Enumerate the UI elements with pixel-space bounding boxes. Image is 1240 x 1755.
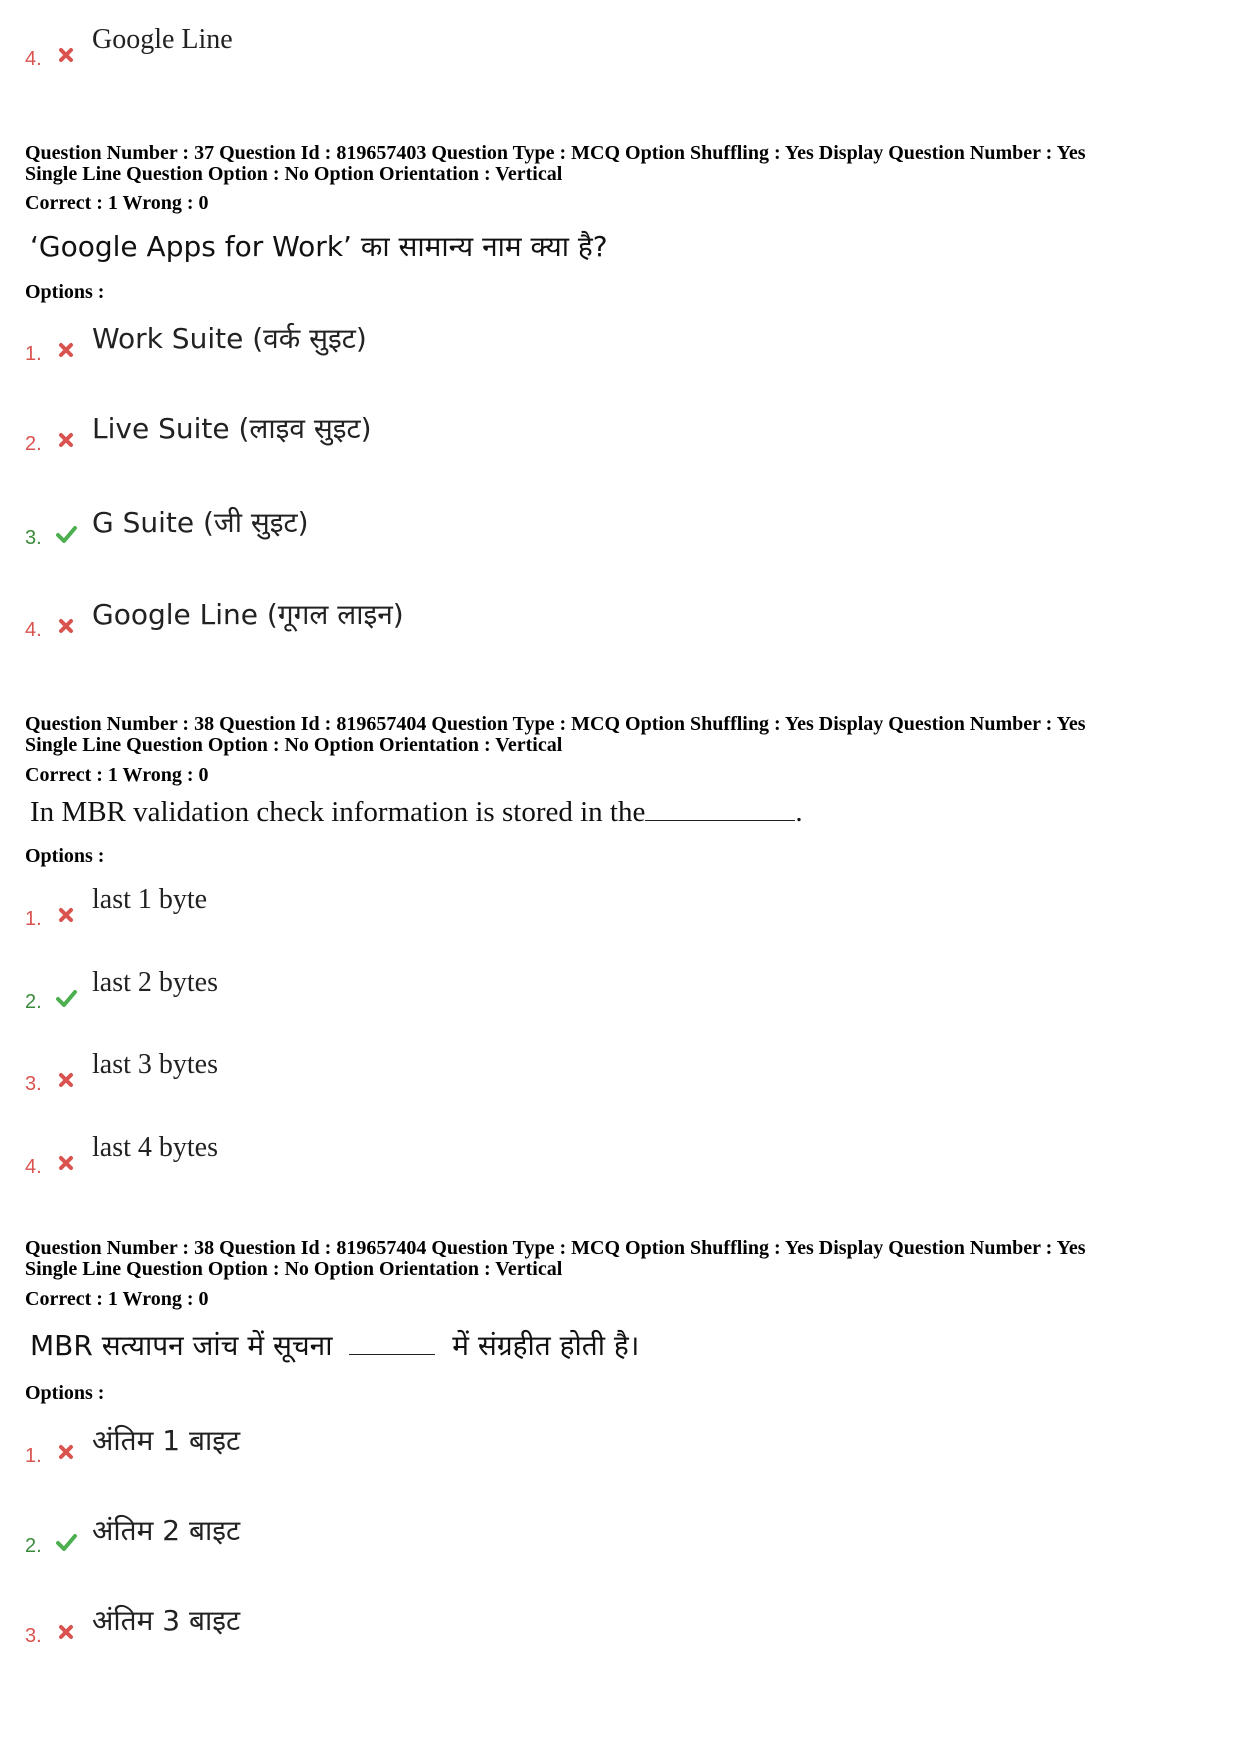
question-meta-line: Single Line Question Option : No Option Orientation : Vertical	[25, 1258, 563, 1280]
option-number: 1.	[25, 908, 42, 930]
question-meta	[25, 714, 1085, 756]
option-row	[25, 506, 825, 553]
question-text-after: में संग्रहीत होती है।	[452, 1329, 640, 1362]
option-row	[25, 412, 825, 459]
cross-icon	[55, 1069, 77, 1091]
option-number: 3.	[25, 1625, 42, 1647]
options-label: Options :	[25, 281, 105, 303]
question-meta-line: Question Number : 38 Question Id : 819657404 Question Type : MCQ Option Shuffling : Yes Display Question Number : Yes	[25, 1237, 1086, 1259]
option-number: 3.	[25, 527, 42, 549]
option-number: 2.	[25, 991, 42, 1013]
check-icon	[55, 1531, 77, 1553]
question-meta-line: Single Line Question Option : No Option Orientation : Vertical	[25, 163, 563, 185]
question-meta	[25, 1238, 1085, 1280]
check-icon	[55, 523, 77, 545]
cross-icon	[55, 1441, 77, 1463]
option-row	[25, 598, 825, 645]
option-text: Work Suite (वर्क सुइट)	[92, 322, 367, 355]
answer-blank	[645, 820, 795, 821]
score-line: Correct : 1 Wrong : 0	[25, 1288, 209, 1310]
question-text-after: .	[795, 796, 803, 828]
option-number: 1.	[25, 343, 42, 365]
cross-icon	[55, 429, 77, 451]
option-row	[25, 1424, 825, 1471]
option-number: 4.	[25, 48, 42, 70]
question-meta-line: Question Number : 37 Question Id : 819657403 Question Type : MCQ Option Shuffling : Yes Display Question Number : Yes	[25, 142, 1086, 164]
option-text: last 4 bytes	[92, 1132, 218, 1163]
option-text: last 2 bytes	[92, 967, 218, 998]
options-label: Options :	[25, 1382, 105, 1404]
option-number: 1.	[25, 1445, 42, 1467]
options-label: Options :	[25, 845, 105, 867]
option-text: last 1 byte	[92, 884, 208, 915]
question-text	[30, 1326, 639, 1364]
option-row	[25, 967, 825, 1017]
option-text: Google Line (गूगल लाइन)	[92, 598, 404, 631]
score-line: Correct : 1 Wrong : 0	[25, 764, 209, 786]
option-row	[25, 1132, 825, 1182]
question-text-before: In MBR validation check information is stored in the	[30, 796, 646, 828]
cross-icon	[55, 339, 77, 361]
option-row	[25, 1604, 825, 1651]
cross-icon	[55, 1152, 77, 1174]
question-text	[30, 796, 803, 829]
question-meta-line: Single Line Question Option : No Option Orientation : Vertical	[25, 734, 563, 756]
option-row	[25, 322, 825, 369]
option-text: अंतिम 1 बाइट	[92, 1424, 241, 1457]
score-line: Correct : 1 Wrong : 0	[25, 192, 209, 214]
option-text: Live Suite (लाइव सुइट)	[92, 412, 372, 445]
answer-blank	[349, 1354, 435, 1355]
option-number: 2.	[25, 433, 42, 455]
option-text: अंतिम 2 बाइट	[92, 1514, 241, 1547]
cross-icon	[55, 904, 77, 926]
option-number: 4.	[25, 1156, 42, 1178]
question-meta	[25, 143, 1085, 185]
cross-icon	[55, 1621, 77, 1643]
option-text: अंतिम 3 बाइट	[92, 1604, 241, 1637]
option-row	[25, 1049, 825, 1099]
option-number: 4.	[25, 619, 42, 641]
check-icon	[55, 987, 77, 1009]
option-text: G Suite (जी सुइट)	[92, 506, 309, 539]
option-row	[25, 1514, 825, 1561]
option-number: 2.	[25, 1535, 42, 1557]
option-text: last 3 bytes	[92, 1049, 218, 1080]
question-meta-line: Question Number : 38 Question Id : 819657404 Question Type : MCQ Option Shuffling : Yes Display Question Number : Yes	[25, 713, 1086, 735]
question-text-before: MBR सत्यापन जांच में सूचना	[30, 1329, 333, 1362]
option-row	[25, 884, 825, 934]
option-text: Google Line	[92, 24, 233, 55]
option-number: 3.	[25, 1073, 42, 1095]
option-row	[25, 24, 825, 74]
cross-icon	[55, 44, 77, 66]
question-text: ‘Google Apps for Work’ का सामान्य नाम क्या है?	[30, 230, 608, 263]
cross-icon	[55, 615, 77, 637]
